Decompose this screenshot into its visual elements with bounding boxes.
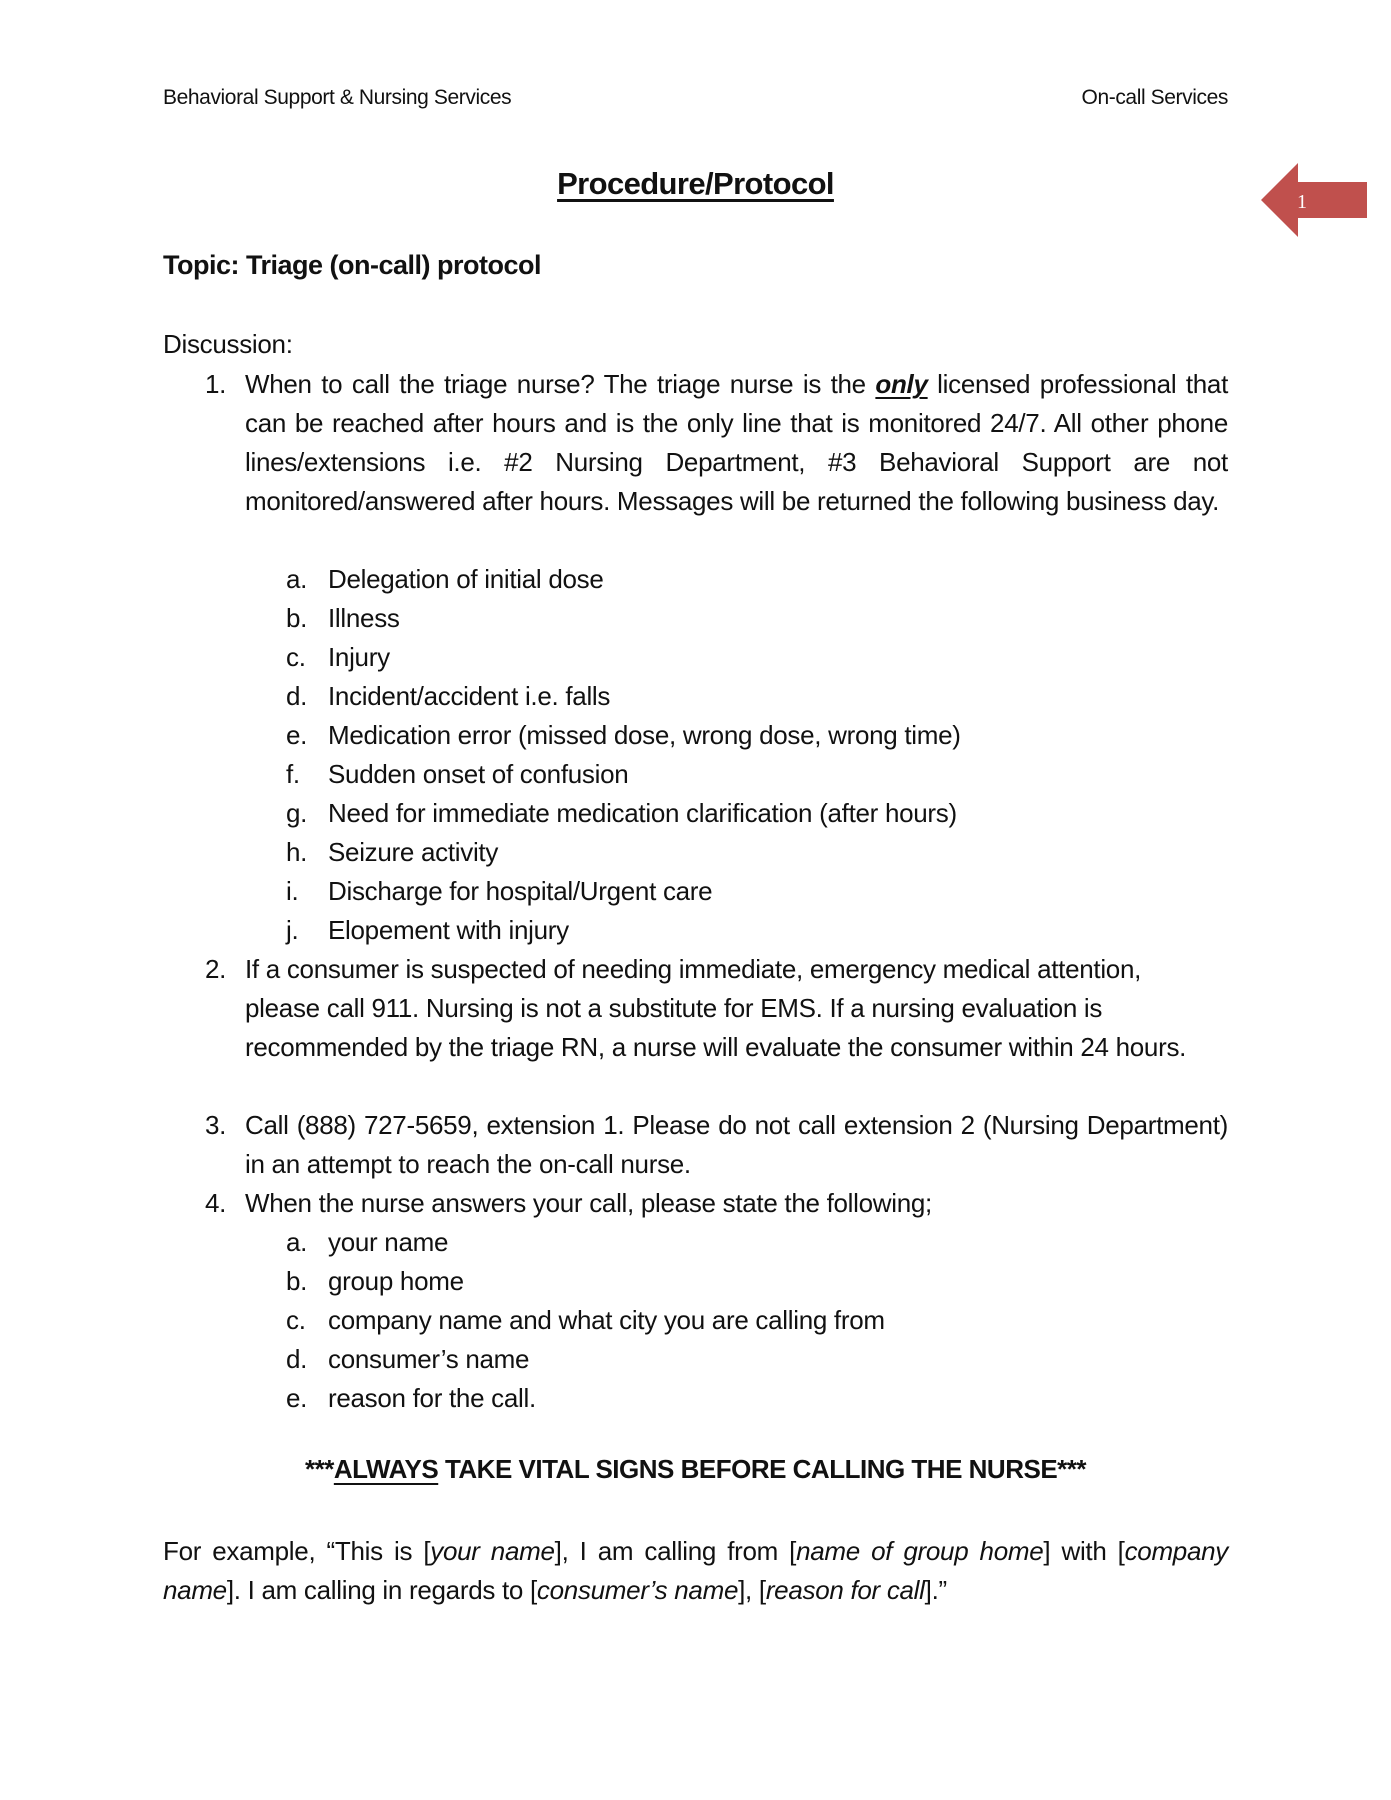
- page-marker-label: 1: [1297, 191, 1307, 213]
- sub-letter: c.: [286, 642, 306, 672]
- list-item-text: If a consumer is suspected of needing immediate, emergency medical attention, please call 911. Nursing is not a substitute for EMS. If a nursing evaluation is recommended by the triage RN, a nurse will evaluate the consumer within 24 hours.: [245, 954, 1187, 1062]
- header-left: Behavioral Support & Nursing Services: [163, 86, 512, 109]
- example-script: For example, “This is [your name], I am calling from [name of group home] with [company name]. I am calling in regards to [consumer’s name], [reason for call].”: [163, 1536, 1228, 1605]
- sub-letter: b.: [286, 1266, 308, 1296]
- always-emphasis: ALWAYS: [333, 1454, 439, 1484]
- placeholder-your-name: your name: [430, 1536, 555, 1566]
- sub-item: Illness: [328, 603, 400, 633]
- sub-letter: f.: [286, 759, 300, 789]
- sub-item: group home: [328, 1266, 464, 1296]
- sub-item: Medication error (missed dose, wrong dose, wrong time): [328, 720, 961, 750]
- sub-letter: j.: [286, 915, 299, 945]
- sub-letter: i.: [286, 876, 299, 906]
- sub-letter: c.: [286, 1305, 306, 1335]
- header-right: On-call Services: [1081, 86, 1228, 109]
- list-number: 1.: [205, 369, 227, 399]
- list-item-text: When the nurse answers your call, please state the following;: [245, 1188, 932, 1218]
- sub-letter: d.: [286, 1344, 308, 1374]
- discussion-label: Discussion:: [163, 329, 293, 359]
- sub-letter: g.: [286, 798, 308, 828]
- list-item-text: Call (888) 727-5659, extension 1. Please do not call extension 2 (Nursing Department) in an attempt to reach the on-call nurse.: [245, 1110, 1228, 1179]
- sub-item: consumer’s name: [328, 1344, 530, 1374]
- sub-letter: d.: [286, 681, 308, 711]
- vital-signs-notice: ***ALWAYS TAKE VITAL SIGNS BEFORE CALLING THE NURSE***: [304, 1454, 1087, 1484]
- sub-item: company name and what city you are calling from: [328, 1305, 885, 1335]
- sub-letter: a.: [286, 564, 308, 594]
- topic-heading: Topic: Triage (on-call) protocol: [163, 250, 542, 280]
- list-number: 3.: [205, 1110, 227, 1140]
- emphasis-only: only: [875, 369, 928, 399]
- sub-item: your name: [328, 1227, 449, 1257]
- placeholder-group-home: name of group home: [796, 1536, 1044, 1566]
- list-item-text: When to call the triage nurse? The triage nurse is the only licensed professional that can be reached after hours and is the only line that is monitored 24/7. All other phone lines/extensions i.e. #2 Nursing Department, #3 Behavioral Support are not monitored/answered after hours. Messages will be returned the following business day.: [245, 369, 1228, 516]
- sub-item: Injury: [328, 642, 390, 672]
- page-marker: [1261, 163, 1367, 237]
- left-arrow-icon: [1261, 163, 1367, 237]
- sub-item: Seizure activity: [328, 837, 499, 867]
- placeholder-reason: reason for call: [765, 1575, 925, 1605]
- sub-item: Need for immediate medication clarification (after hours): [328, 798, 957, 828]
- sub-item: reason for the call.: [328, 1383, 536, 1413]
- placeholder-company-name: company name: [163, 1536, 1228, 1605]
- sub-item: Delegation of initial dose: [328, 564, 604, 594]
- list-number: 4.: [205, 1188, 227, 1218]
- sub-letter: e.: [286, 720, 308, 750]
- page-title-text: Procedure/Protocol: [557, 166, 834, 201]
- sub-letter: e.: [286, 1383, 308, 1413]
- sub-letter: a.: [286, 1227, 308, 1257]
- sub-item: Elopement with injury: [328, 915, 569, 945]
- sub-letter: h.: [286, 837, 308, 867]
- page-title: [0, 166, 1391, 202]
- placeholder-consumer-name: consumer’s name: [536, 1575, 739, 1605]
- sub-item: Sudden onset of confusion: [328, 759, 629, 789]
- sub-item: Discharge for hospital/Urgent care: [328, 876, 713, 906]
- sub-item: Incident/accident i.e. falls: [328, 681, 611, 711]
- list-number: 2.: [205, 954, 227, 984]
- sub-letter: b.: [286, 603, 308, 633]
